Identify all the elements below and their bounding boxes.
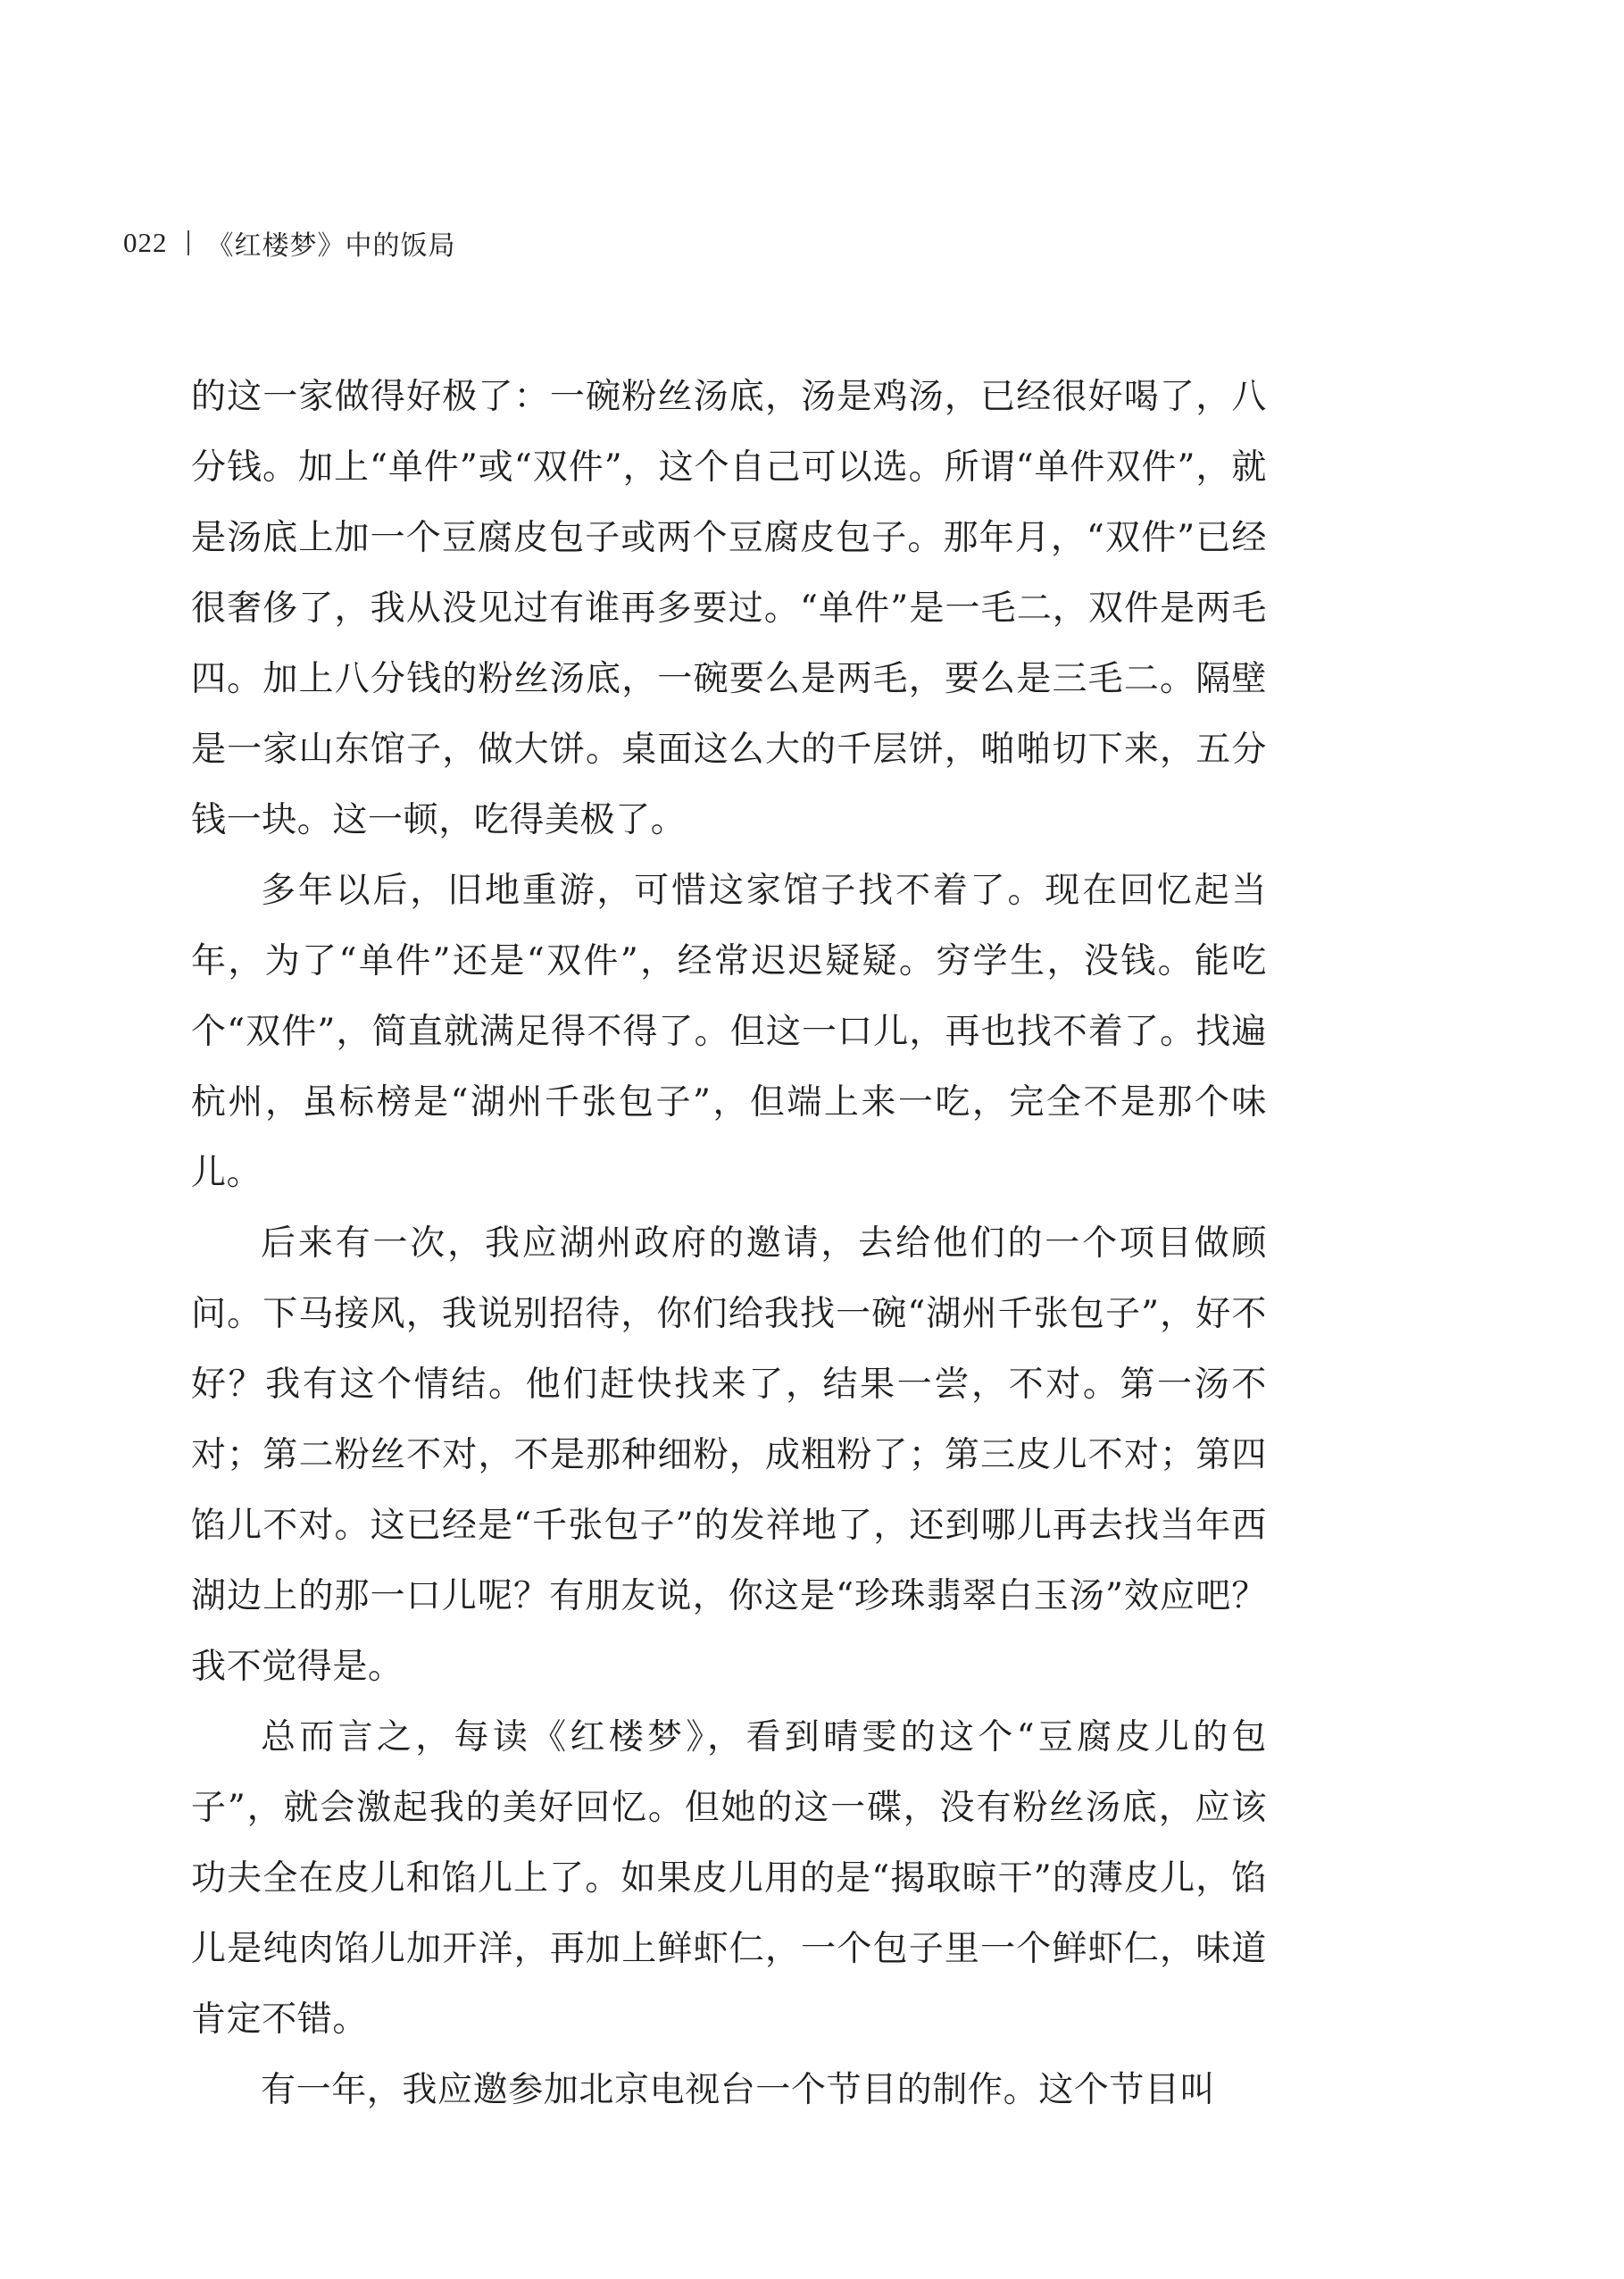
paragraph: 多年以后，旧地重游，可惜这家馆子找不着了。现在回忆起当年，为了“单件”还是“双件”，经常迟迟疑疑。穷学生，没钱。能吃个“双件”，简直就满足得不得了。但这一口儿，再也找不着了。找遍杭州，虽标榜是“湖州千张包子”，但端上来一吃，完全不是那个味儿。 — [191, 871, 1267, 1193]
page-number: 022 — [123, 227, 168, 258]
body-text — [191, 362, 1267, 2125]
paragraph-continued: 的这一家做得好极了：一碗粉丝汤底，汤是鸡汤，已经很好喝了，八分钱。加上“单件”或“双件”，这个自己可以选。所谓“单件双件”，就是汤底上加一个豆腐皮包子或两个豆腐皮包子。那年月，“双件”已经很奢侈了，我从没见过有谁再多要过。“单件”是一毛二，双件是两毛四。加上八分钱的粉丝汤底，一碗要么是两毛，要么是三毛二。隔壁是一家山东馆子，做大饼。桌面这么大的千层饼，啪啪切下来，五分钱一块。这一顿，吃得美极了。 — [191, 377, 1267, 840]
paragraph: 有一年，我应邀参加北京电视台一个节目的制作。这个节目叫 — [261, 2070, 1216, 2110]
running-title: 《红楼梦》中的饭局 — [206, 230, 456, 262]
header-divider — [187, 230, 189, 255]
paragraph: 总而言之，每读《红楼梦》，看到晴雯的这个“豆腐皮儿的包子”，就会激起我的美好回忆。但她的这一碟，没有粉丝汤底，应该功夫全在皮儿和馅儿上了。如果皮儿用的是“揭取晾干”的薄皮儿，馅儿是纯肉馅儿加开洋，再加上鲜虾仁，一个包子里一个鲜虾仁，味道肯定不错。 — [191, 1717, 1267, 2040]
paragraph: 后来有一次，我应湖州政府的邀请，去给他们的一个项目做顾问。下马接风，我说别招待，你们给我找一碗“湖州千张包子”，好不好？我有这个情结。他们赶快找来了，结果一尝，不对。第一汤不对；第二粉丝不对，不是那种细粉，成粗粉了；第三皮儿不对；第四馅儿不对。这已经是“千张包子”的发祥地了，还到哪儿再去找当年西湖边上的那一口儿呢？有朋友说，你这是“珍珠翡翠白玉汤”效应吧？我不觉得是。 — [191, 1223, 1267, 1687]
page-header — [123, 223, 456, 263]
